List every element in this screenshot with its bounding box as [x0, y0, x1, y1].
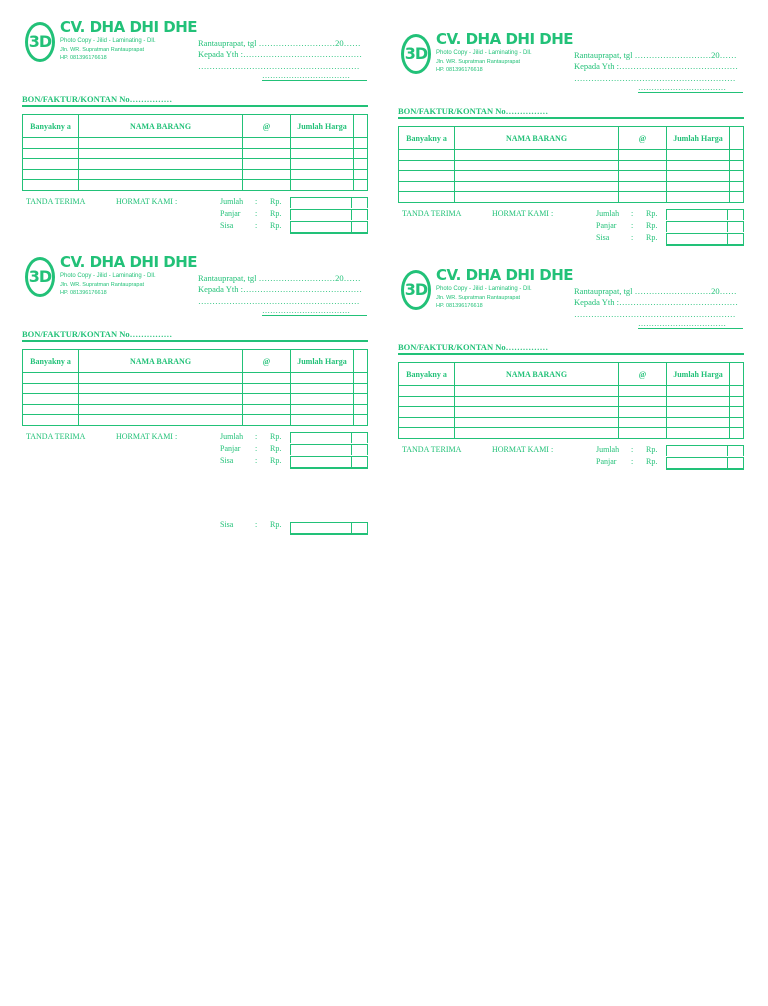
total-underline [290, 533, 368, 535]
col-total: Jumlah Harga [291, 115, 354, 138]
col-unit-price: @ [619, 127, 667, 150]
city-date-line: Rantauprapat, tgl ………………………20…… [574, 286, 737, 296]
col-unit-price: @ [243, 115, 291, 138]
recipient-line: Kepada Yth :…………………………………… [198, 49, 363, 59]
signature-line [262, 315, 367, 316]
box-extra [352, 444, 368, 455]
total-underline [666, 244, 744, 246]
jumlah-label: Jumlah [220, 197, 244, 206]
company-phone: HP. 081396176618 [60, 55, 107, 61]
table-row [23, 404, 368, 415]
city-date-line: Rantauprapat, tgl ………………………20…… [198, 273, 361, 283]
recipient-line-cont: ………………………………………………… [198, 296, 360, 306]
box-extra [352, 221, 368, 232]
rp-label: Rp. [646, 209, 658, 218]
divider [398, 353, 744, 355]
signature-dots: …………………………… [262, 306, 350, 315]
city-date-line: Rantauprapat, tgl ………………………20…… [574, 50, 737, 60]
col-total: Jumlah Harga [667, 127, 730, 150]
tanda-terima-label: TANDA TERIMA [402, 209, 462, 218]
company-name: CV. DHA DHI DHE [436, 266, 573, 284]
company-logo [398, 30, 573, 86]
box-extra [728, 233, 744, 244]
table-row [399, 396, 744, 407]
colon: : [255, 432, 258, 441]
col-name: NAMA BARANG [455, 363, 619, 386]
bon-number-label: BON/FAKTUR/KONTAN No…………… [22, 94, 173, 104]
tanda-terima-label: TANDA TERIMA [26, 197, 86, 206]
rp-label: Rp. [270, 520, 282, 529]
recipient-line-cont: ………………………………………………… [574, 309, 736, 319]
company-phone: HP. 081396176618 [436, 67, 483, 73]
col-extra [730, 127, 744, 150]
company-tagline: Photo Copy - Jilid - Laminating - Dll. [60, 273, 156, 279]
panjar-label: Panjar [220, 209, 241, 218]
signature-line [638, 328, 743, 329]
logo-emblem: 3D [25, 257, 55, 297]
logo-emblem: 3D [401, 34, 431, 74]
colon: : [255, 456, 258, 465]
company-logo [22, 253, 197, 309]
company-phone: HP. 081396176618 [60, 290, 107, 296]
col-name: NAMA BARANG [455, 127, 619, 150]
hormat-kami-label: HORMAT KAMI : [116, 197, 178, 206]
company-logo [22, 18, 197, 74]
sisa-box [290, 522, 352, 533]
table-row [23, 180, 368, 191]
rp-label: Rp. [270, 432, 282, 441]
total-underline [290, 467, 368, 469]
hormat-kami-label: HORMAT KAMI : [116, 432, 178, 441]
items-table [398, 126, 744, 203]
divider [22, 340, 368, 342]
company-address: Jln. WR. Supratman Rantauprapat [60, 282, 145, 288]
company-tagline: Photo Copy - Jilid - Laminating - Dll. [60, 38, 156, 44]
col-extra [354, 350, 368, 373]
colon: : [255, 444, 258, 453]
jumlah-box [666, 209, 728, 220]
logo-emblem: 3D [25, 22, 55, 62]
items-table [22, 114, 368, 191]
divider [398, 117, 744, 119]
bon-number-label: BON/FAKTUR/KONTAN No…………… [398, 342, 549, 352]
col-unit-price: @ [243, 350, 291, 373]
company-name: CV. DHA DHI DHE [60, 18, 197, 36]
company-name: CV. DHA DHI DHE [436, 30, 573, 48]
logo-emblem: 3D [401, 270, 431, 310]
col-qty: Banyakny a [399, 363, 455, 386]
colon: : [255, 221, 258, 230]
col-extra [730, 363, 744, 386]
hormat-kami-label: HORMAT KAMI : [492, 209, 554, 218]
panjar-label: Panjar [596, 457, 617, 466]
table-row [399, 192, 744, 203]
signature-dots: …………………………… [262, 71, 350, 80]
recipient-line: Kepada Yth :…………………………………… [198, 284, 363, 294]
table-row [23, 394, 368, 405]
col-total: Jumlah Harga [291, 350, 354, 373]
company-logo [398, 266, 573, 322]
rp-label: Rp. [270, 444, 282, 453]
col-name: NAMA BARANG [79, 115, 243, 138]
table-row [399, 407, 744, 418]
sisa-box [666, 233, 728, 244]
company-tagline: Photo Copy - Jilid - Laminating - Dll. [436, 286, 532, 292]
colon: : [255, 520, 258, 529]
items-table [22, 349, 368, 426]
table-row [399, 160, 744, 171]
sisa-label: Sisa [220, 520, 234, 529]
recipient-line-cont: ………………………………………………… [198, 61, 360, 71]
colon: : [631, 457, 634, 466]
panjar-label: Panjar [596, 221, 617, 230]
signature-line [262, 80, 367, 81]
box-extra [352, 456, 368, 467]
col-qty: Banyakny a [23, 115, 79, 138]
form-footer [22, 197, 368, 237]
sisa-label: Sisa [220, 221, 234, 230]
box-extra [352, 522, 368, 533]
colon: : [631, 445, 634, 454]
tanda-terima-label: TANDA TERIMA [26, 432, 86, 441]
col-qty: Banyakny a [399, 127, 455, 150]
form-footer [398, 209, 744, 249]
rp-label: Rp. [270, 197, 282, 206]
table-row [399, 171, 744, 182]
table-row [399, 150, 744, 161]
company-address: Jln. WR. Supratman Rantauprapat [60, 47, 145, 53]
colon: : [631, 209, 634, 218]
recipient-line-cont: ………………………………………………… [574, 73, 736, 83]
rp-label: Rp. [646, 445, 658, 454]
colon: : [631, 221, 634, 230]
col-name: NAMA BARANG [79, 350, 243, 373]
signature-dots: …………………………… [638, 83, 726, 92]
panjar-box [290, 209, 352, 220]
box-extra [728, 457, 744, 468]
bon-number-label: BON/FAKTUR/KONTAN No…………… [398, 106, 549, 116]
bon-number-label: BON/FAKTUR/KONTAN No…………… [22, 329, 173, 339]
recipient-line: Kepada Yth :…………………………………… [574, 297, 739, 307]
colon: : [631, 233, 634, 242]
jumlah-label: Jumlah [220, 432, 244, 441]
table-row [23, 138, 368, 149]
table-row [399, 417, 744, 428]
sisa-box [290, 456, 352, 467]
table-row [23, 383, 368, 394]
form-footer [22, 432, 368, 472]
rp-label: Rp. [270, 221, 282, 230]
col-unit-price: @ [619, 363, 667, 386]
box-extra [728, 445, 744, 456]
panjar-label: Panjar [220, 444, 241, 453]
rp-label: Rp. [646, 233, 658, 242]
signature-line [638, 92, 743, 93]
box-extra [728, 209, 744, 220]
hormat-kami-label: HORMAT KAMI : [492, 445, 554, 454]
rp-label: Rp. [646, 457, 658, 466]
jumlah-box [290, 432, 352, 443]
company-name: CV. DHA DHI DHE [60, 253, 197, 271]
table-row [23, 159, 368, 170]
signature-dots: …………………………… [638, 319, 726, 328]
box-extra [352, 197, 368, 208]
table-row [23, 169, 368, 180]
jumlah-box [290, 197, 352, 208]
table-row [23, 415, 368, 426]
sisa-label: Sisa [596, 233, 610, 242]
panjar-box [666, 221, 728, 232]
sisa-box [290, 221, 352, 232]
total-underline [290, 232, 368, 234]
table-row [23, 373, 368, 384]
col-extra [354, 115, 368, 138]
table-row [23, 148, 368, 159]
company-tagline: Photo Copy - Jilid - Laminating - Dll. [436, 50, 532, 56]
panjar-box [290, 444, 352, 455]
company-phone: HP. 081396176618 [436, 303, 483, 309]
colon: : [255, 197, 258, 206]
rp-label: Rp. [646, 221, 658, 230]
col-qty: Banyakny a [23, 350, 79, 373]
jumlah-label: Jumlah [596, 445, 620, 454]
form-footer [398, 445, 744, 485]
jumlah-box [666, 445, 728, 456]
city-date-line: Rantauprapat, tgl ………………………20…… [198, 38, 361, 48]
company-address: Jln. WR. Supratman Rantauprapat [436, 295, 521, 301]
col-total: Jumlah Harga [667, 363, 730, 386]
total-underline [666, 468, 744, 470]
rp-label: Rp. [270, 456, 282, 465]
company-address: Jln. WR. Supratman Rantauprapat [436, 59, 521, 65]
items-table [398, 362, 744, 439]
recipient-line: Kepada Yth :…………………………………… [574, 61, 739, 71]
table-row [399, 181, 744, 192]
box-extra [728, 221, 744, 232]
orphan-sisa-row [22, 520, 368, 540]
divider [22, 105, 368, 107]
sisa-label: Sisa [220, 456, 234, 465]
jumlah-label: Jumlah [596, 209, 620, 218]
rp-label: Rp. [270, 209, 282, 218]
table-row [399, 428, 744, 439]
box-extra [352, 432, 368, 443]
tanda-terima-label: TANDA TERIMA [402, 445, 462, 454]
box-extra [352, 209, 368, 220]
table-row [399, 386, 744, 397]
panjar-box [666, 457, 728, 468]
colon: : [255, 209, 258, 218]
